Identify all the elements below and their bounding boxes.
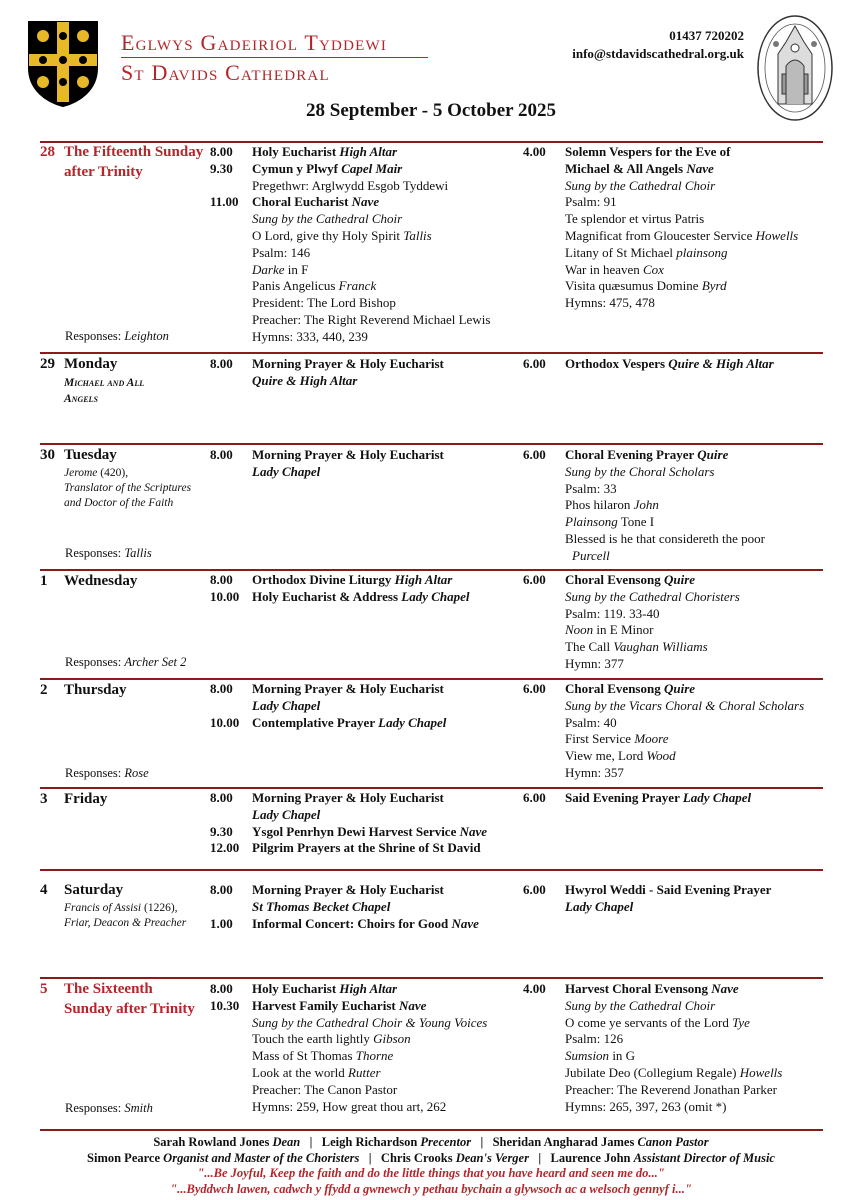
day-label: 4 Saturday Francis of Assisi (1226), Friar, Deacon & Preacher xyxy=(40,882,187,929)
responses: Responses: Rose xyxy=(65,766,149,780)
day-number: 28 xyxy=(40,144,55,160)
morning-services: 8.00 Morning Prayer & Holy Eucharist Quire & High Altar xyxy=(210,356,444,388)
section-divider xyxy=(40,443,823,445)
day-number: 4 xyxy=(40,882,48,898)
quote-welsh: "...Byddwch lawen, cadwch y ffydd a gwnewch y pethau bychain a glywsoch ac a welsoch gennyf i..." xyxy=(170,1181,692,1196)
responses: Responses: Smith xyxy=(65,1101,153,1115)
day-label xyxy=(40,572,210,592)
date-range: 28 September - 5 October 2025 xyxy=(306,100,556,121)
evening-services: 6.00 Hwyrol Weddi - Said Evening Prayer Lady Chapel xyxy=(523,882,772,914)
day-name: Monday xyxy=(64,356,118,372)
day-number: 29 xyxy=(40,356,55,372)
staff-footer xyxy=(0,1135,862,1197)
section-divider xyxy=(40,352,823,354)
morning-services: 8.00 Morning Prayer & Holy Eucharist St Thomas Becket Chapel 1.00 Informal Concert: Choirs for Good Nave xyxy=(210,882,479,931)
responses: Responses: Leighton xyxy=(65,329,169,343)
morning-services: 8.00 Morning Prayer & Holy Eucharist Lady Chapel 10.00 Contemplative Prayer Lady Chapel xyxy=(210,681,447,730)
title-divider xyxy=(121,57,428,58)
morning-services: 8.00 Orthodox Divine Liturgy High Altar 10.00 Holy Eucharist & Address Lady Chapel xyxy=(210,572,470,604)
day-name: Saturday xyxy=(64,882,124,898)
staff-line-2: Simon Pearce Organist and Master of the Choristers | Chris Crooks Dean's Verger | Laurence John Assistant Director of Music xyxy=(87,1150,775,1165)
day-commemoration: Jerome (420), xyxy=(64,467,129,479)
day-label xyxy=(40,355,210,405)
day-label xyxy=(40,980,210,1017)
day-label xyxy=(40,681,210,701)
day-number: 30 xyxy=(40,447,55,463)
title-english: St Davids Cathedral xyxy=(121,60,330,85)
day-label xyxy=(40,143,210,180)
day-name: Tuesday xyxy=(64,447,117,463)
evening-services: 4.00 Harvest Choral Evensong Nave Sung by the Cathedral Choir O come ye servants of the Lord Tye Psalm: 126 Sumsion in G Jubilate Deo (Collegium Regale) Howells Preacher: The Reverend Jonathan Parker Hymns: 265, 397, 263 (omit *) xyxy=(523,981,783,1114)
evening-services: 6.00 Said Evening Prayer Lady Chapel xyxy=(523,790,752,805)
day-name: Friday xyxy=(64,791,108,807)
cathedral-shield-icon xyxy=(27,20,99,108)
day-name: The Fifteenth Sunday after Trinity xyxy=(64,144,204,180)
morning-services: 8.00 Holy Eucharist High Altar 10.30 Harvest Family Eucharist Nave Sung by the Cathedral Choir & Young Voices Touch the earth lightly Gibson Mass of St Thomas Thorne Look at the world Rutter Preacher: The Canon Pastor Hymns: 259, How great thou art, 262 xyxy=(210,981,488,1114)
section-divider xyxy=(40,869,823,871)
day-name: The Sixteenth Sunday after Trinity xyxy=(64,981,195,1017)
section-divider xyxy=(40,1129,823,1131)
day-name: Wednesday xyxy=(64,573,138,589)
morning-services: 8.00 Holy Eucharist High Altar 9.30 Cymun y Plwyf Capel Mair Pregethwr: Arglwydd Esgob Tyddewi 11.00 Choral Eucharist Nave Sung by the Cathedral Choir O Lord, give thy Holy Spirit Tallis Psalm: 146 Darke in F Panis Angelicus Franck President: The Lord Bishop Preacher: The Right Reverend Michael Lewis Hymns: 333, 440, 239 xyxy=(210,144,491,344)
morning-services: 8.00 Morning Prayer & Holy Eucharist Lady Chapel 9.30 Ysgol Penrhyn Dewi Harvest Service Nave 12.00 Pilgrim Prayers at the Shrine of St David xyxy=(210,790,488,856)
day-number: 5 xyxy=(40,981,48,997)
day-number: 2 xyxy=(40,682,48,698)
email-address[interactable]: info@stdavidscathedral.org.uk xyxy=(572,46,744,61)
evening-services: 4.00 Solemn Vespers for the Eve of Michael & All Angels Nave Sung by the Cathedral Choir Psalm: 91 Te splendor et virtus Patris Magnificat from Gloucester Service Howells Litany of St Michael plainsong War in heaven Cox Visita quæsumus Domine Byrd Hymns: 475, 478 xyxy=(523,144,799,311)
evening-services: 6.00 Orthodox Vespers Quire & High Altar xyxy=(523,356,774,371)
title-welsh: Eglwys Gadeiriol Tyddewi xyxy=(121,30,388,55)
day-number: 3 xyxy=(40,791,48,807)
section-divider xyxy=(40,977,823,979)
evening-services: 6.00 Choral Evensong Quire Sung by the Vicars Choral & Choral Scholars Psalm: 40 First Service Moore View me, Lord Wood Hymn: 357 xyxy=(523,681,805,780)
contact-block xyxy=(572,27,744,63)
day-commemoration: Francis of Assisi (1226), xyxy=(64,902,178,914)
phone-number: 01437 720202 xyxy=(669,28,744,43)
section-divider xyxy=(40,678,823,680)
evening-services: 6.00 Choral Evening Prayer Quire Sung by the Choral Scholars Psalm: 33 Phos hilaron John Plainsong Tone I Blessed is he that considereth the poor Purcell xyxy=(523,447,766,563)
responses: Responses: Archer Set 2 xyxy=(65,655,187,669)
quote-english: "...Be Joyful, Keep the faith and do the little things that you have heard and seen me do..." xyxy=(197,1166,665,1180)
evening-services: 6.00 Choral Evensong Quire Sung by the Cathedral Choristers Psalm: 119. 33-40 Noon in E Minor The Call Vaughan Williams Hymn: 377 xyxy=(523,572,740,671)
day-label: 30 Tuesday Jerome (420), Translator of the Scriptures and Doctor of the Faith xyxy=(40,447,192,509)
morning-services: 8.00 Morning Prayer & Holy Eucharist Lady Chapel xyxy=(210,447,444,479)
section-divider xyxy=(40,787,823,789)
responses: Responses: Tallis xyxy=(65,546,152,560)
day-number: 1 xyxy=(40,573,48,589)
day-commemoration: Michael and All Angels xyxy=(64,377,145,405)
section-divider xyxy=(40,569,823,571)
staff-line-1: Sarah Rowland Jones Dean | Leigh Richardson Precentor | Sheridan Angharad James Canon Pastor xyxy=(153,1135,709,1149)
day-label xyxy=(40,790,210,810)
day-name: Thursday xyxy=(64,682,127,698)
page-header xyxy=(0,0,862,140)
